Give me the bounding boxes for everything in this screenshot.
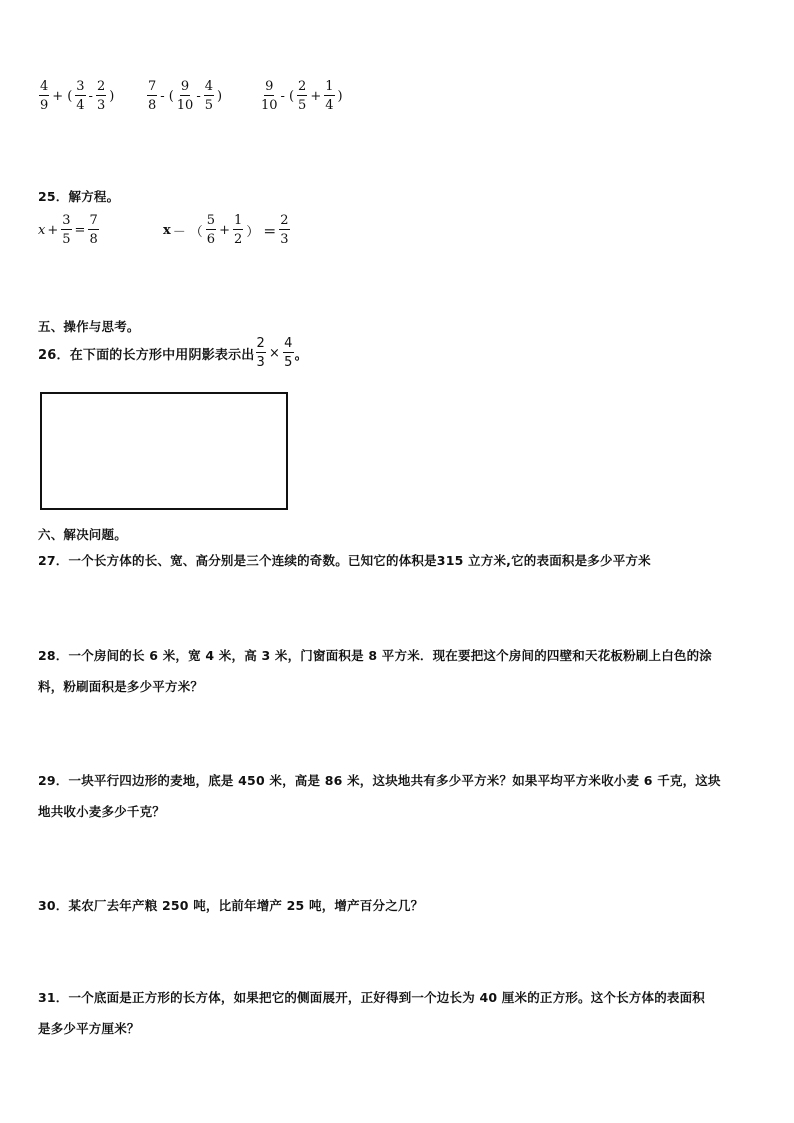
fraction (177, 80, 194, 112)
fraction (279, 214, 289, 246)
period: 。 (294, 347, 308, 363)
question-29-line-2: 地共收小麦多少千克？ (38, 804, 166, 819)
denominator: 10 (261, 98, 278, 113)
numerator: 4 (40, 79, 49, 94)
fraction (256, 337, 266, 369)
expression-2 (146, 80, 224, 112)
numerator: 5 (206, 213, 216, 228)
denominator: 3 (256, 355, 265, 370)
fraction (61, 214, 71, 246)
operator: － (172, 224, 186, 240)
right-paren: ) (109, 88, 115, 104)
denominator: 5 (62, 232, 71, 247)
fraction (96, 80, 106, 112)
numerator: 3 (62, 213, 71, 228)
operator: + (219, 222, 230, 238)
fraction (75, 80, 85, 112)
question-25-title: 25．解方程。 (38, 189, 120, 204)
numerator: 7 (148, 79, 157, 94)
variable: x (38, 222, 46, 238)
fraction (39, 80, 49, 112)
question-31-line-1: 31．一个底面是正方形的长方体，如果把它的侧面展开，正好得到一个边长为 40 厘米的正方形。这个长方体的表面积 (38, 990, 705, 1005)
fraction (88, 214, 98, 246)
question-29-line-1: 29．一块平行四边形的麦地，底是 450 米，高是 86 米，这块地共有多少平方米？如果平均平方米收小麦 6 千克，这块 (38, 773, 721, 788)
numerator: 4 (204, 79, 213, 94)
equation-2 (163, 214, 291, 246)
fraction (147, 80, 157, 112)
numerator: 2 (280, 213, 289, 228)
numerator: 9 (180, 79, 190, 94)
operator: + (47, 222, 59, 238)
fraction (283, 337, 293, 369)
denominator: 2 (233, 232, 243, 247)
variable: x (163, 222, 171, 238)
numerator: 9 (265, 79, 274, 94)
left-paren: ( (168, 88, 174, 104)
left-paren: ( (288, 88, 295, 104)
denominator: 6 (206, 232, 216, 247)
fraction (324, 80, 334, 112)
numerator: 1 (233, 213, 243, 228)
fraction (297, 80, 307, 112)
numerator: 7 (89, 213, 98, 228)
right-paren: ) (337, 88, 343, 104)
section-6-title: 六、解决问题。 (38, 527, 127, 542)
equals-sign: = (74, 222, 86, 238)
fraction (206, 214, 216, 246)
numerator: 4 (284, 336, 293, 351)
operator: - (88, 88, 93, 104)
denominator: 9 (40, 98, 49, 113)
operator: + (52, 88, 64, 104)
fraction (204, 80, 214, 112)
equation-1 (38, 214, 100, 246)
denominator: 5 (298, 98, 307, 113)
question-27: 27．一个长方体的长、宽、高分别是三个连续的奇数。已知它的体积是315 立方米,它的表面积是多少平方米 (38, 553, 651, 568)
denominator: 4 (76, 98, 85, 113)
operator: × (268, 345, 281, 361)
section-5-title: 五、操作与思考。 (38, 319, 140, 334)
answer-rectangle[interactable] (40, 392, 288, 510)
denominator: 8 (89, 232, 98, 247)
operator: - (160, 88, 165, 104)
question-28-line-2: 料，粉刷面积是多少平方米？ (38, 679, 204, 694)
right-paren: ） (246, 224, 260, 240)
denominator: 10 (176, 98, 194, 113)
denominator: 3 (280, 232, 289, 247)
numerator: 2 (298, 79, 307, 94)
question-28-line-1: 28．一个房间的长 6 米，宽 4 米，高 3 米，门窗面积是 8 平方米．现在要把这个房间的四壁和天花板粉刷上白色的涂 (38, 648, 713, 663)
numerator: 2 (256, 336, 265, 351)
fraction (233, 214, 243, 246)
left-paren: （ (189, 224, 203, 240)
question-31-line-2: 是多少平方厘米？ (38, 1021, 140, 1036)
right-paren: ) (217, 88, 223, 104)
operator: + (310, 88, 322, 104)
numerator: 1 (325, 79, 334, 94)
question-26 (38, 337, 308, 369)
expression-1 (38, 80, 116, 112)
expression-3 (260, 80, 345, 112)
denominator: 4 (325, 98, 334, 113)
denominator: 5 (284, 355, 293, 370)
question-text: 26．在下面的长方形中用阴影表示出 (38, 347, 255, 363)
left-paren: ( (67, 88, 73, 104)
denominator: 5 (204, 98, 213, 113)
fraction (261, 80, 278, 112)
denominator: 3 (96, 98, 106, 113)
operator: - (196, 88, 201, 104)
question-30: 30．某农厂去年产粮 250 吨，比前年增产 25 吨，增产百分之几？ (38, 898, 424, 913)
numerator: 3 (76, 79, 85, 94)
denominator: 8 (148, 98, 157, 113)
operator: - (280, 88, 285, 104)
equals-sign: ＝ (263, 224, 277, 240)
numerator: 2 (96, 79, 106, 94)
